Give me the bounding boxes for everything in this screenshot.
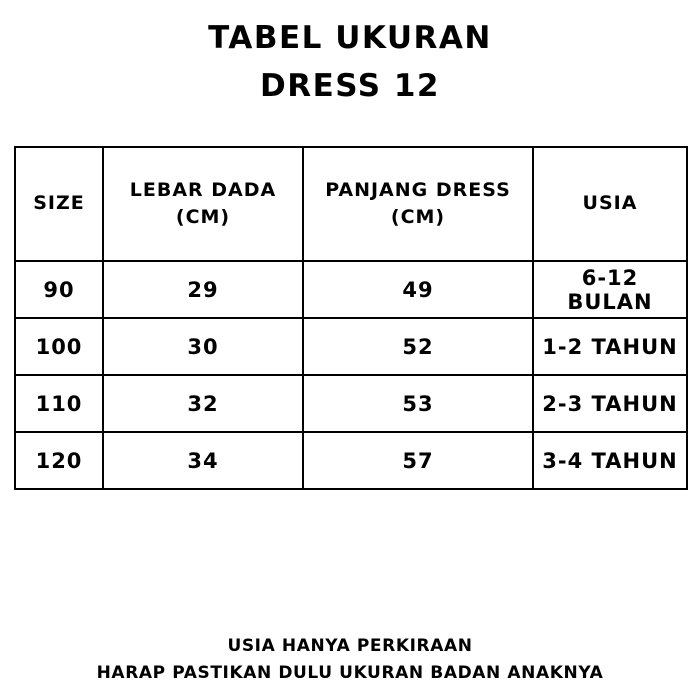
footer-note	[0, 633, 700, 686]
table-row	[15, 375, 687, 432]
column-header-usia	[533, 147, 687, 261]
column-header-lebar-dada	[103, 147, 303, 261]
cell-size: 90	[15, 261, 103, 318]
column-header-panjang-dress-unit: (CM)	[390, 206, 446, 229]
title-line-2: DRESS 12	[260, 68, 440, 105]
cell-size: 100	[15, 318, 103, 375]
column-header-size-main: SIZE	[33, 192, 85, 215]
column-header-panjang-dress	[303, 147, 533, 261]
page-title	[0, 0, 700, 110]
column-header-lebar-dada-unit: (CM)	[175, 206, 231, 229]
cell-usia: 2-3 TAHUN	[533, 375, 687, 432]
cell-usia: 3-4 TAHUN	[533, 432, 687, 489]
cell-panjang-dress: 49	[303, 261, 533, 318]
cell-panjang-dress: 53	[303, 375, 533, 432]
cell-lebar-dada: 32	[103, 375, 303, 432]
title-line-1: TABEL UKURAN	[208, 20, 492, 56]
cell-usia: 1-2 TAHUN	[533, 318, 687, 375]
cell-usia: 6-12 BULAN	[533, 261, 687, 318]
column-header-lebar-dada-main: LEBAR DADA	[129, 178, 277, 201]
cell-lebar-dada: 29	[103, 261, 303, 318]
cell-panjang-dress: 52	[303, 318, 533, 375]
column-header-panjang-dress-main: PANJANG DRESS	[325, 178, 511, 201]
cell-lebar-dada: 30	[103, 318, 303, 375]
table-body	[15, 261, 687, 489]
cell-size: 110	[15, 375, 103, 432]
footer-line-1: USIA HANYA PERKIRAAN	[227, 636, 473, 657]
table-row	[15, 318, 687, 375]
table-header-row	[15, 147, 687, 261]
table-header	[15, 147, 687, 261]
size-table	[14, 146, 688, 490]
footer-line-2: HARAP PASTIKAN DULU UKURAN BADAN ANAKNYA	[96, 662, 604, 683]
column-header-size	[15, 147, 103, 261]
table-row	[15, 432, 687, 489]
column-header-usia-main: USIA	[582, 192, 638, 215]
size-table-container	[14, 146, 686, 490]
cell-size: 120	[15, 432, 103, 489]
cell-panjang-dress: 57	[303, 432, 533, 489]
cell-lebar-dada: 34	[103, 432, 303, 489]
table-row	[15, 261, 687, 318]
